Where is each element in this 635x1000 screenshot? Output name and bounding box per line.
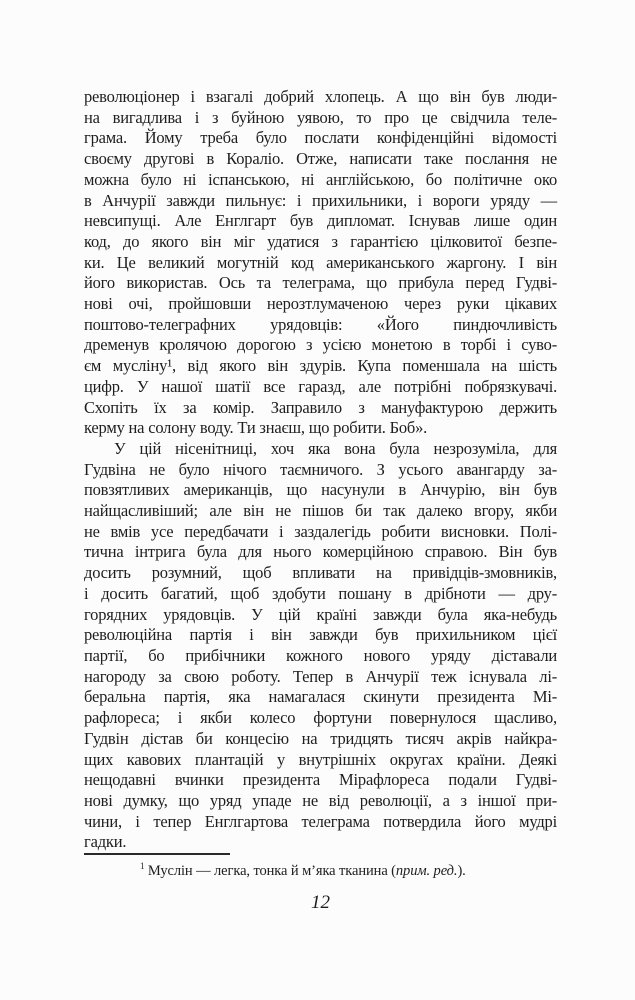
text-line: найщасливіший; але він не пішов би так далеко вгору, якби <box>84 501 557 521</box>
text-line: досить розумний, щоб впливати на привідців-змовників, <box>84 563 557 583</box>
text-line: щих кавових плантацій у внутрішніх округах країни. Деякі <box>84 749 557 769</box>
text-line: ки. Це великий могутній код американського жаргону. І він <box>84 252 557 272</box>
text-line: на вигадлива і з буйною уявою, то про це свідчила теле- <box>84 107 557 127</box>
footnote-marker: 1 <box>140 861 145 872</box>
text-line: революційна партія і він завжди був прихильником цієї <box>84 625 557 645</box>
text-line: не вмів усе передбачати і заздалегідь робити висновки. Полі- <box>84 521 557 541</box>
footnote <box>84 853 557 881</box>
footnote-text <box>84 862 557 881</box>
text-line: поштово-телеграфних урядовців: «Його пиндючливість <box>84 314 557 334</box>
paragraph <box>84 87 557 439</box>
text-line: єм мусліну¹, від якого він здурів. Купа поменшала на шість <box>84 356 557 376</box>
text-line: У цій нісенітниці, хоч яка вона була незрозуміла, для <box>114 438 557 458</box>
text-line: нещодавні вчинки президента Мірафлореса подали Гудві- <box>84 770 557 790</box>
text-line: нові думку, що уряд упаде не від революції, а з іншої при- <box>84 790 557 810</box>
text-line: керму на солону воду. Ти знаєш, що робити. Боб». <box>84 418 428 438</box>
text-line: в Анчурії завжди пильнує: і прихильники, і вороги уряду — <box>84 190 557 210</box>
text-line: Гудвіна не було нічого таємничого. З усього авангарду за- <box>84 459 557 479</box>
text-line: партії, бо прибічники кожного нового уряду діставали <box>84 645 557 665</box>
text-line: чини, і тепер Енглгартова телеграма потвердила його мудрі <box>84 811 557 831</box>
text-line: грама. Йому треба було послати конфіденційні відомості <box>84 128 557 148</box>
text-line: можна було ні іспанською, ні англійською, бо політичне око <box>84 169 557 189</box>
text-line: гадки. <box>84 832 127 852</box>
footnote-body: Муслін — легка, тонка й м’яка тканина ( <box>144 863 396 879</box>
text-line: нагороду за свою роботу. Тепер в Анчурії теж існувала лі- <box>84 666 557 686</box>
text-line: рафлореса; і якби колесо фортуни повернулося щасливо, <box>84 708 557 728</box>
footnote-suffix: ). <box>457 863 466 879</box>
text-line: своєму другові в Кораліо. Отже, написати таке послання не <box>84 149 557 169</box>
text-line: невсипущі. Але Енглгарт був дипломат. Існував лише один <box>84 211 557 231</box>
text-line: і досить багатий, щоб здобути пошану в дрібноти — дру- <box>84 583 557 603</box>
text-line: беральна партія, яка намагалася скинути президента Мі- <box>84 687 557 707</box>
text-line: Схопіть їх за комір. Заправило з мануфактурою держить <box>84 397 557 417</box>
text-line: дременув кролячою дорогою з усією монетою в торбі і суво- <box>84 335 557 355</box>
text-line: повзятливих американців, що насунули в Анчурію, він був <box>84 480 557 500</box>
text-line: горядних урядовців. У цій країні завжди була яка-небудь <box>84 604 557 624</box>
text-line: код, до якого він міг удатися з гарантією цілковитої безпе- <box>84 231 557 251</box>
paragraph <box>84 439 557 853</box>
text-line: його використав. Ось та телеграма, що прибула перед Гудві- <box>84 273 557 293</box>
footnote-italic: прим. ред. <box>395 863 458 879</box>
page-number: 12 <box>311 892 330 913</box>
text-line: цифр. У нашої шатії все гаразд, але потрібні побрязкувачі. <box>84 376 557 396</box>
footnote-separator <box>84 853 230 855</box>
text-line: революціонер і взагалі добрий хлопець. А що він був люди- <box>84 87 557 106</box>
text-line: Гудвін дістав би концесію на тридцять тисяч акрів найкра- <box>84 728 557 748</box>
text-line: нові очі, пройшовши нерозтлумаченою через руки цікавих <box>84 294 557 314</box>
text-line: тична інтрига була для нього комерційною справою. Він був <box>84 542 557 562</box>
text-block <box>84 87 557 853</box>
